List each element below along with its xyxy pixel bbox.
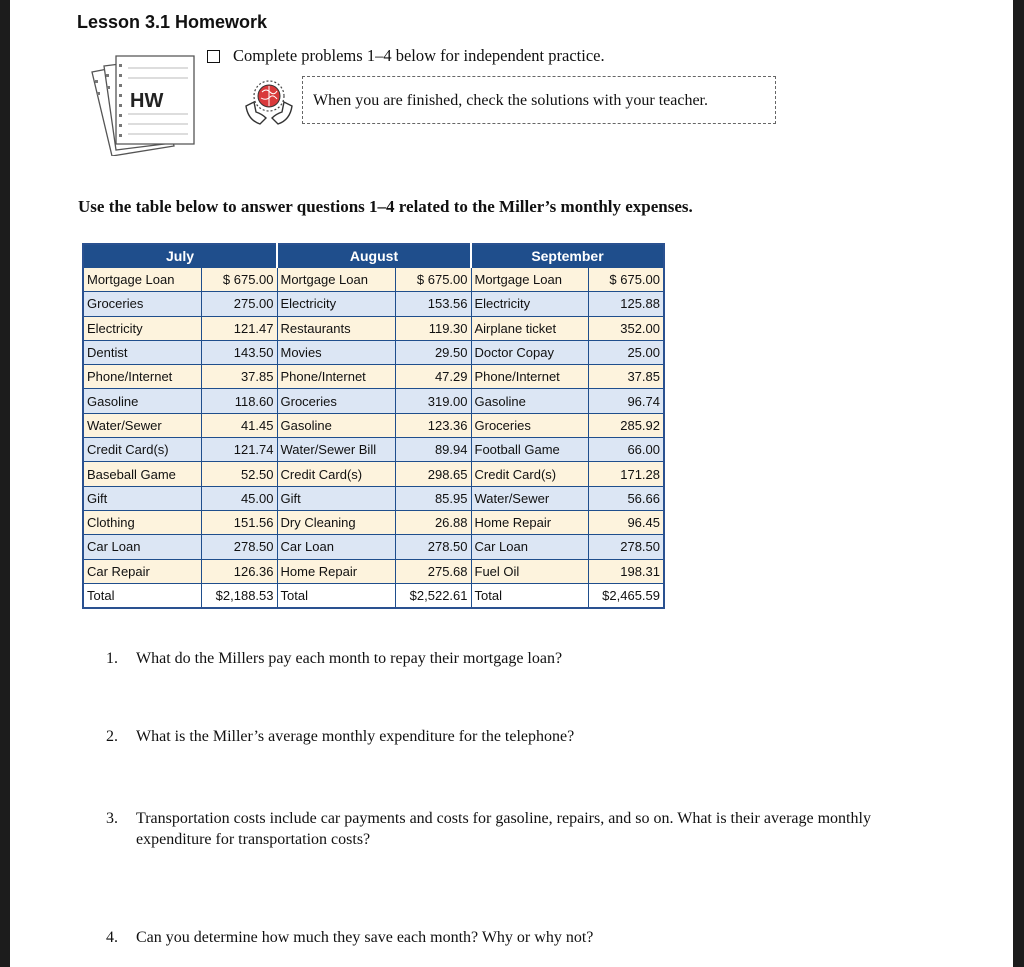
expense-label-cell: Credit Card(s) [471,462,588,486]
check-solutions-note: When you are finished, check the solutions with your teacher. [302,76,776,124]
expense-amount-cell: 171.28 [588,462,664,486]
table-row [83,438,664,462]
expense-label-cell: Mortgage Loan [277,268,395,292]
expense-amount-cell: $2,522.61 [395,583,471,608]
expense-label-cell: Total [471,583,588,608]
expense-label-cell: Groceries [471,413,588,437]
expense-amount-cell: 198.31 [588,559,664,583]
expense-label-cell: Phone/Internet [83,365,201,389]
expense-label-cell: Phone/Internet [277,365,395,389]
expense-amount-cell: 275.00 [201,292,277,316]
expense-label-cell: Water/Sewer Bill [277,438,395,462]
expense-amount-cell: 85.95 [395,486,471,510]
homework-papers-icon [86,52,196,156]
expense-amount-cell: 278.50 [588,535,664,559]
expense-label-cell: Total [277,583,395,608]
expense-label-cell: Credit Card(s) [83,438,201,462]
expense-amount-cell: 125.88 [588,292,664,316]
table-row [83,510,664,534]
expense-amount-cell: 119.30 [395,316,471,340]
question-4 [106,927,906,948]
expense-amount-cell: 121.47 [201,316,277,340]
expense-label-cell: Water/Sewer [83,413,201,437]
expense-amount-cell: $ 675.00 [588,268,664,292]
expense-label-cell: Movies [277,340,395,364]
table-row [83,486,664,510]
expense-label-cell: Electricity [83,316,201,340]
question-1 [106,648,906,669]
expense-label-cell: Gift [83,486,201,510]
total-row [83,583,664,608]
expense-amount-cell: $2,465.59 [588,583,664,608]
question-text: Transportation costs include car payments and costs for gasoline, repairs, and so on. What is their average monthly expenditure for transportation costs? [136,810,871,848]
expense-amount-cell: 123.36 [395,413,471,437]
expense-label-cell: Mortgage Loan [471,268,588,292]
expense-label-cell: Gasoline [277,413,395,437]
expense-label-cell: Fuel Oil [471,559,588,583]
expense-label-cell: Football Game [471,438,588,462]
table-row [83,462,664,486]
table-header-row [83,244,664,268]
expense-label-cell: Car Loan [83,535,201,559]
expense-amount-cell: 352.00 [588,316,664,340]
expense-label-cell: Electricity [471,292,588,316]
expense-label-cell: Dry Cleaning [277,510,395,534]
expense-label-cell: Car Loan [471,535,588,559]
expense-label-cell: Clothing [83,510,201,534]
table-row [83,292,664,316]
header-august: August [277,244,471,268]
expense-label-cell: Phone/Internet [471,365,588,389]
question-number: 2. [106,728,118,745]
expense-label-cell: Car Loan [277,535,395,559]
expense-amount-cell: 47.29 [395,365,471,389]
expense-amount-cell: 298.65 [395,462,471,486]
expense-amount-cell: $ 675.00 [201,268,277,292]
expense-label-cell: Home Repair [277,559,395,583]
table-row [83,316,664,340]
expense-amount-cell: 118.60 [201,389,277,413]
expense-amount-cell: 45.00 [201,486,277,510]
expense-label-cell: Car Repair [83,559,201,583]
expense-amount-cell: 96.74 [588,389,664,413]
expense-amount-cell: 29.50 [395,340,471,364]
expense-amount-cell: 126.36 [201,559,277,583]
expense-amount-cell: 121.74 [201,438,277,462]
table-row [83,535,664,559]
table-instructions: Use the table below to answer questions 1–4 related to the Miller’s monthly expenses. [78,197,693,216]
expense-label-cell: Baseball Game [83,462,201,486]
page-title: Lesson 3.1 Homework [77,12,268,32]
expense-label-cell: Mortgage Loan [83,268,201,292]
expense-label-cell: Credit Card(s) [277,462,395,486]
expense-amount-cell: 153.56 [395,292,471,316]
expense-label-cell: Airplane ticket [471,316,588,340]
instruction-text: Complete problems 1–4 below for independent practice. [233,46,605,65]
header-july: July [83,244,277,268]
expense-amount-cell: 96.45 [588,510,664,534]
expense-amount-cell: 37.85 [201,365,277,389]
expense-amount-cell: $ 675.00 [395,268,471,292]
expense-label-cell: Doctor Copay [471,340,588,364]
expense-amount-cell: 41.45 [201,413,277,437]
expense-amount-cell: $2,188.53 [201,583,277,608]
expense-amount-cell: 26.88 [395,510,471,534]
question-number: 4. [106,929,118,946]
question-number: 1. [106,650,118,667]
expense-label-cell: Groceries [83,292,201,316]
worksheet-page [10,0,1013,967]
table-row [83,365,664,389]
table-row [83,340,664,364]
table-row [83,559,664,583]
table-row [83,268,664,292]
expense-amount-cell: 52.50 [201,462,277,486]
expense-amount-cell: 66.00 [588,438,664,462]
hw-icon-label: HW [130,90,164,112]
expense-amount-cell: 25.00 [588,340,664,364]
question-number: 3. [106,810,118,827]
expense-amount-cell: 285.92 [588,413,664,437]
expense-amount-cell: 56.66 [588,486,664,510]
question-text: What is the Miller’s average monthly expenditure for the telephone? [136,728,575,745]
question-3 [106,808,906,850]
header-september: September [471,244,664,268]
table-row [83,413,664,437]
monthly-expenses-table [82,243,665,609]
question-2 [106,726,906,747]
expense-amount-cell: 319.00 [395,389,471,413]
expense-amount-cell: 278.50 [395,535,471,559]
expense-label-cell: Gift [277,486,395,510]
expense-amount-cell: 37.85 [588,365,664,389]
question-text: Can you determine how much they save each month? Why or why not? [136,929,594,946]
table-row [83,389,664,413]
expense-label-cell: Gasoline [83,389,201,413]
expense-label-cell: Total [83,583,201,608]
question-text: What do the Millers pay each month to repay their mortgage loan? [136,650,563,667]
checkbox[interactable] [207,50,220,63]
expense-label-cell: Electricity [277,292,395,316]
expense-amount-cell: 278.50 [201,535,277,559]
expense-label-cell: Dentist [83,340,201,364]
expense-label-cell: Groceries [277,389,395,413]
expense-amount-cell: 89.94 [395,438,471,462]
expense-amount-cell: 143.50 [201,340,277,364]
brain-in-hands-icon [242,78,296,128]
expense-amount-cell: 275.68 [395,559,471,583]
expense-label-cell: Gasoline [471,389,588,413]
expense-label-cell: Water/Sewer [471,486,588,510]
expense-label-cell: Restaurants [277,316,395,340]
expense-amount-cell: 151.56 [201,510,277,534]
instruction-checklist-item [207,46,605,66]
expense-label-cell: Home Repair [471,510,588,534]
